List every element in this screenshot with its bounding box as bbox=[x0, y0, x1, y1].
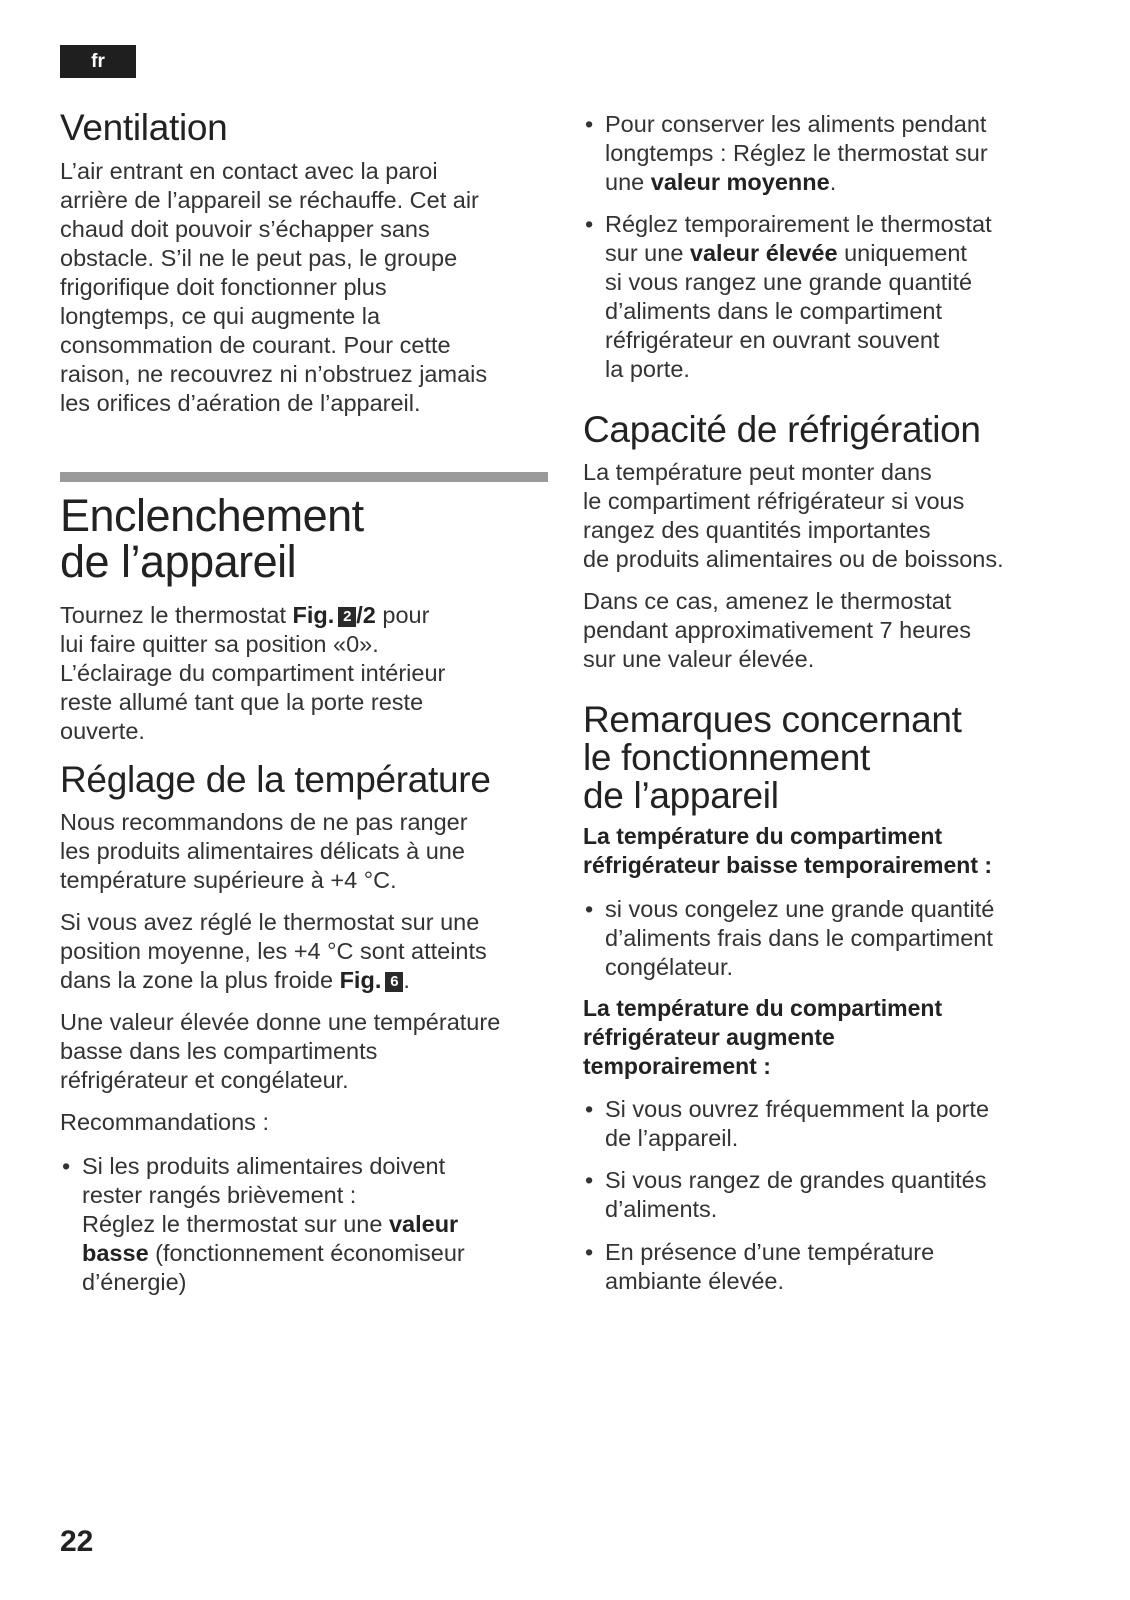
ventilation-paragraph: L’air entrant en contact avec la paroi arrière de l’appareil se réchauffe. Cet air chaud doit pouvoir s’échapper sans obstacle. S’il ne le peut pas, le groupe frigorifique doit fonctionner plus longtemps, ce qui augmente la consommation de courant. Pour cette raison, ne recouvrez ni n’obstruez jamais les orifices d’aération de l’appareil. bbox=[60, 158, 488, 416]
remarques-subheading-2: La température du compartiment réfrigérateur augmente temporairement : bbox=[583, 995, 943, 1079]
enclenchement-title: Enclenchement de l’appareil bbox=[60, 490, 364, 587]
reglage-paragraph-2: Si vous avez réglé le thermostat sur une position moyenne, les +4 °C sont atteints dans la zone la plus froide Fig. 6 . bbox=[60, 909, 487, 993]
ventilation-title: Ventilation bbox=[60, 107, 228, 148]
page-number: 22 bbox=[60, 1525, 94, 1558]
remarques-subheading-1: La température du compartiment réfrigérateur baisse temporairement : bbox=[583, 823, 993, 878]
figure-number-badge: 6 bbox=[385, 972, 403, 992]
list-item: • Si vous rangez de grandes quantités d’aliments. bbox=[585, 1167, 987, 1222]
list-item: • Si les produits alimentaires doivent rester rangés brièvement : Réglez le thermostat sur une valeur basse (fonctionnement économiseur d’énergie) bbox=[62, 1153, 465, 1295]
remarques-title: Remarques concernant le fonctionnement de l’appareil bbox=[583, 699, 962, 816]
section-divider bbox=[60, 472, 548, 482]
capacite-paragraph-1: La température peut monter dans le compartiment réfrigérateur si vous rangez des quantités importantes de produits alimentaires ou de boissons. bbox=[583, 459, 1004, 572]
reglage-paragraph-1: Nous recommandons de ne pas ranger les produits alimentaires délicats à une température supérieure à +4 °C. bbox=[60, 809, 468, 893]
reglage-title: Réglage de la température bbox=[60, 759, 491, 800]
list-item: • Réglez temporairement le thermostat sur une valeur élevée uniquement si vous rangez une grande quantité d’aliments dans le compartiment réfrigérateur en ouvrant souvent la porte. bbox=[585, 211, 992, 382]
capacite-paragraph-2: Dans ce cas, amenez le thermostat pendant approximativement 7 heures sur une valeur élevée. bbox=[583, 588, 971, 672]
figure-number-badge: 2 bbox=[338, 607, 356, 627]
list-item: • Si vous ouvrez fréquemment la porte de l’appareil. bbox=[585, 1096, 990, 1151]
list-item: • En présence d’une température ambiante élevée. bbox=[585, 1239, 935, 1294]
language-tab: fr bbox=[60, 45, 136, 78]
list-item: • si vous congelez une grande quantité d’aliments frais dans le compartiment congélateur. bbox=[585, 896, 995, 980]
reglage-paragraph-3: Une valeur élevée donne une température basse dans les compartiments réfrigérateur et congélateur. bbox=[60, 1009, 501, 1093]
recommandations-label: Recommandations : bbox=[60, 1109, 269, 1135]
list-item: • Pour conserver les aliments pendant longtemps : Réglez le thermostat sur une valeur moyenne. bbox=[585, 111, 988, 195]
enclenchement-paragraph: Tournez le thermostat Fig. 2 /2 pour lui faire quitter sa position «0». L’éclairage du compartiment intérieur reste allumé tant que la porte reste ouverte. bbox=[60, 602, 446, 744]
capacite-title: Capacité de réfrigération bbox=[583, 409, 981, 450]
